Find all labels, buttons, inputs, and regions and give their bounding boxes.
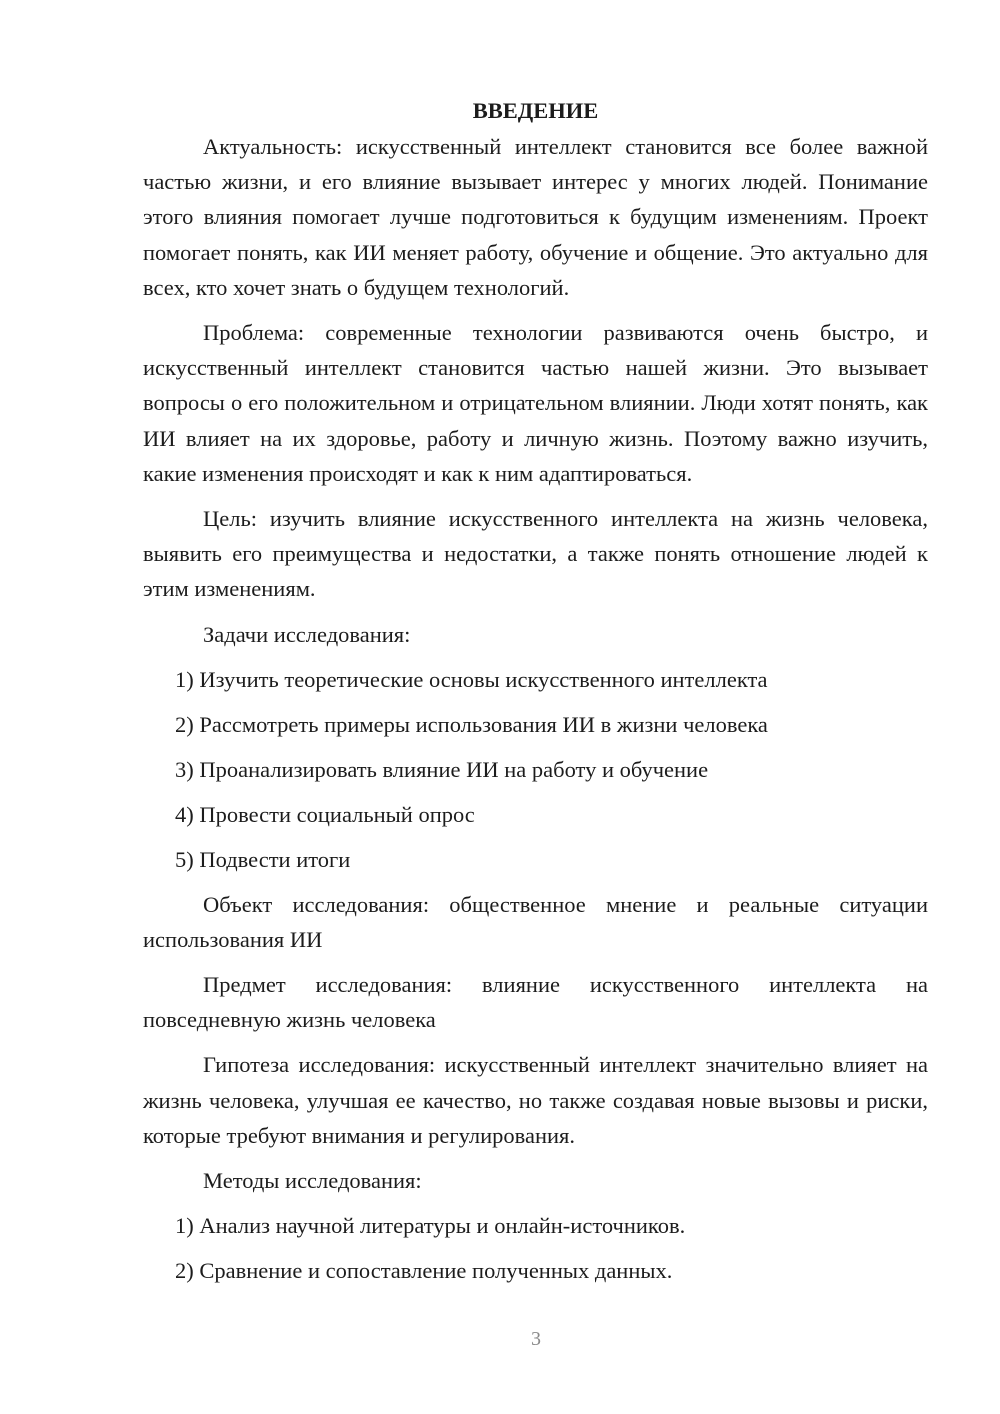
page-number: 3 xyxy=(531,1328,541,1350)
task-item: 3) Проанализировать влияние ИИ на работу и обучение xyxy=(175,756,709,782)
problem-paragraph: Проблема: современные технологии развиваются очень быстро, и искусственный интеллект становится частью нашей жизни. Это вызывает вопросы о его положительном и отрицательном влиянии. Люди хотят понять, как ИИ влияет на их здоровье, работу и личную жизнь. Поэтому важно изучить, какие изменения происходят и как к ним адаптироваться. xyxy=(143,320,928,486)
goal-paragraph: Цель: изучить влияние искусственного интеллекта на жизнь человека, выявить его преимущества и недостатки, а также понять отношение людей к этим изменениям. xyxy=(143,506,928,602)
method-item: 1) Анализ научной литературы и онлайн-источников. xyxy=(175,1213,686,1239)
task-item: 1) Изучить теоретические основы искусственного интеллекта xyxy=(175,666,768,692)
object-paragraph: Объект исследования: общественное мнение и реальные ситуации использования ИИ xyxy=(143,891,928,952)
method-item: 2) Сравнение и сопоставление полученных данных. xyxy=(175,1258,673,1284)
tasks-label: Задачи исследования: xyxy=(203,621,411,647)
task-item: 2) Рассмотреть примеры использования ИИ в жизни человека xyxy=(175,711,768,737)
subject-paragraph: Предмет исследования: влияние искусственного интеллекта на повседневную жизнь человека xyxy=(143,972,928,1033)
page-content xyxy=(143,93,928,1298)
hypothesis-paragraph: Гипотеза исследования: искусственный интеллект значительно влияет на жизнь человека, улучшая ее качество, но также создавая новые вызовы и риски, которые требуют внимания и регулирования. xyxy=(143,1052,928,1148)
methods-label: Методы исследования: xyxy=(203,1168,422,1194)
section-heading: ВВЕДЕНИЕ xyxy=(472,98,599,123)
relevance-paragraph: Актуальность: искусственный интеллект становится все более важной частью жизни, и его влияние вызывает интерес у многих людей. Понимание этого влияния помогает лучше подготовиться к будущим изменениям. Проект помогает понять, как ИИ меняет работу, обучение и общение. Это актуально для всех, кто хочет знать о будущем технологий. xyxy=(143,134,928,300)
task-item: 5) Подвести итоги xyxy=(175,846,351,872)
task-item: 4) Провести социальный опрос xyxy=(175,801,475,827)
